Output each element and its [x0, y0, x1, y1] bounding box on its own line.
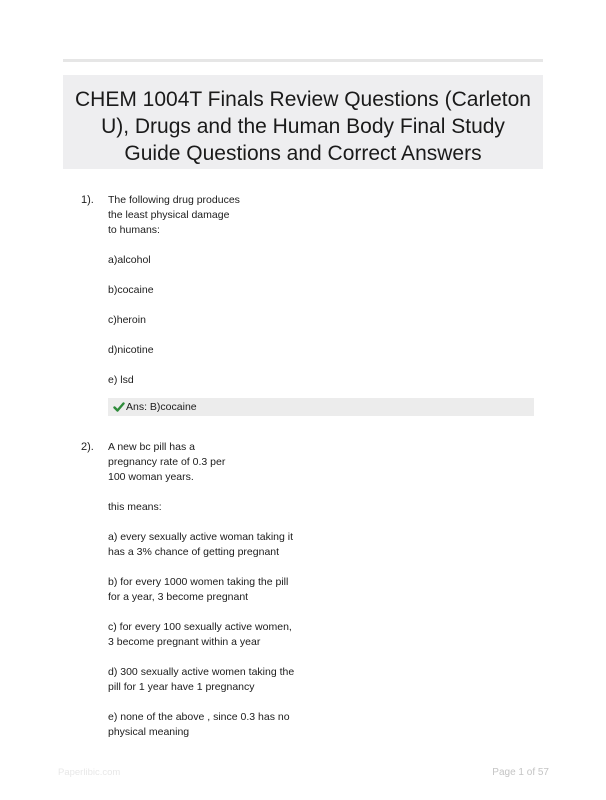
line-gap [108, 298, 528, 313]
title-banner [63, 75, 543, 169]
question-number: 1). [81, 194, 94, 206]
question-line: b) for every 1000 women taking the pill [108, 576, 289, 588]
line-gap [108, 605, 528, 620]
question-line: e) lsd [108, 374, 134, 386]
question-line: the least physical damage [108, 209, 230, 221]
question-line: 3 become pregnant within a year [108, 636, 261, 648]
checkmark-icon [113, 400, 125, 414]
question-line: c)heroin [108, 314, 146, 326]
question-line: d)nicotine [108, 344, 154, 356]
footer-watermark: Paperlibic.com [58, 767, 121, 778]
line-gap [108, 515, 528, 530]
question-line: The following drug produces [108, 194, 240, 206]
question-line: to humans: [108, 224, 160, 236]
question-line: e) none of the above , since 0.3 has no [108, 711, 290, 723]
question-line: pregnancy rate of 0.3 per [108, 456, 226, 468]
question-line: A new bc pill has a [108, 441, 195, 453]
line-gap [108, 485, 528, 500]
top-divider [63, 59, 543, 62]
page-number: Page 1 of 57 [492, 767, 549, 778]
question-body [108, 193, 528, 388]
answer-bar [108, 398, 534, 416]
line-gap [108, 560, 528, 575]
question-number: 2). [81, 441, 94, 453]
question-line: a) every sexually active woman taking it [108, 531, 293, 543]
document-title: CHEM 1004T Finals Review Questions (Carleton U), Drugs and the Human Body Final Study Guide Questions and Correct Answers [75, 88, 531, 165]
question-line: pill for 1 year have 1 pregnancy [108, 681, 255, 693]
answer-text: Ans: B)cocaine [126, 401, 197, 413]
line-gap [108, 238, 528, 253]
line-gap [108, 358, 528, 373]
question-line: a)alcohol [108, 254, 151, 266]
line-gap [108, 268, 528, 283]
question-line: 100 woman years. [108, 471, 194, 483]
line-gap [108, 328, 528, 343]
question-line: c) for every 100 sexually active women, [108, 621, 292, 633]
question-line: has a 3% chance of getting pregnant [108, 546, 280, 558]
question-line: d) 300 sexually active women taking the [108, 666, 295, 678]
question-body [108, 440, 528, 740]
line-gap [108, 650, 528, 665]
question-line: physical meaning [108, 726, 190, 738]
question-line: b)cocaine [108, 284, 154, 296]
line-gap [108, 695, 528, 710]
question-line: this means: [108, 501, 162, 513]
question-line: for a year, 3 become pregnant [108, 591, 249, 603]
